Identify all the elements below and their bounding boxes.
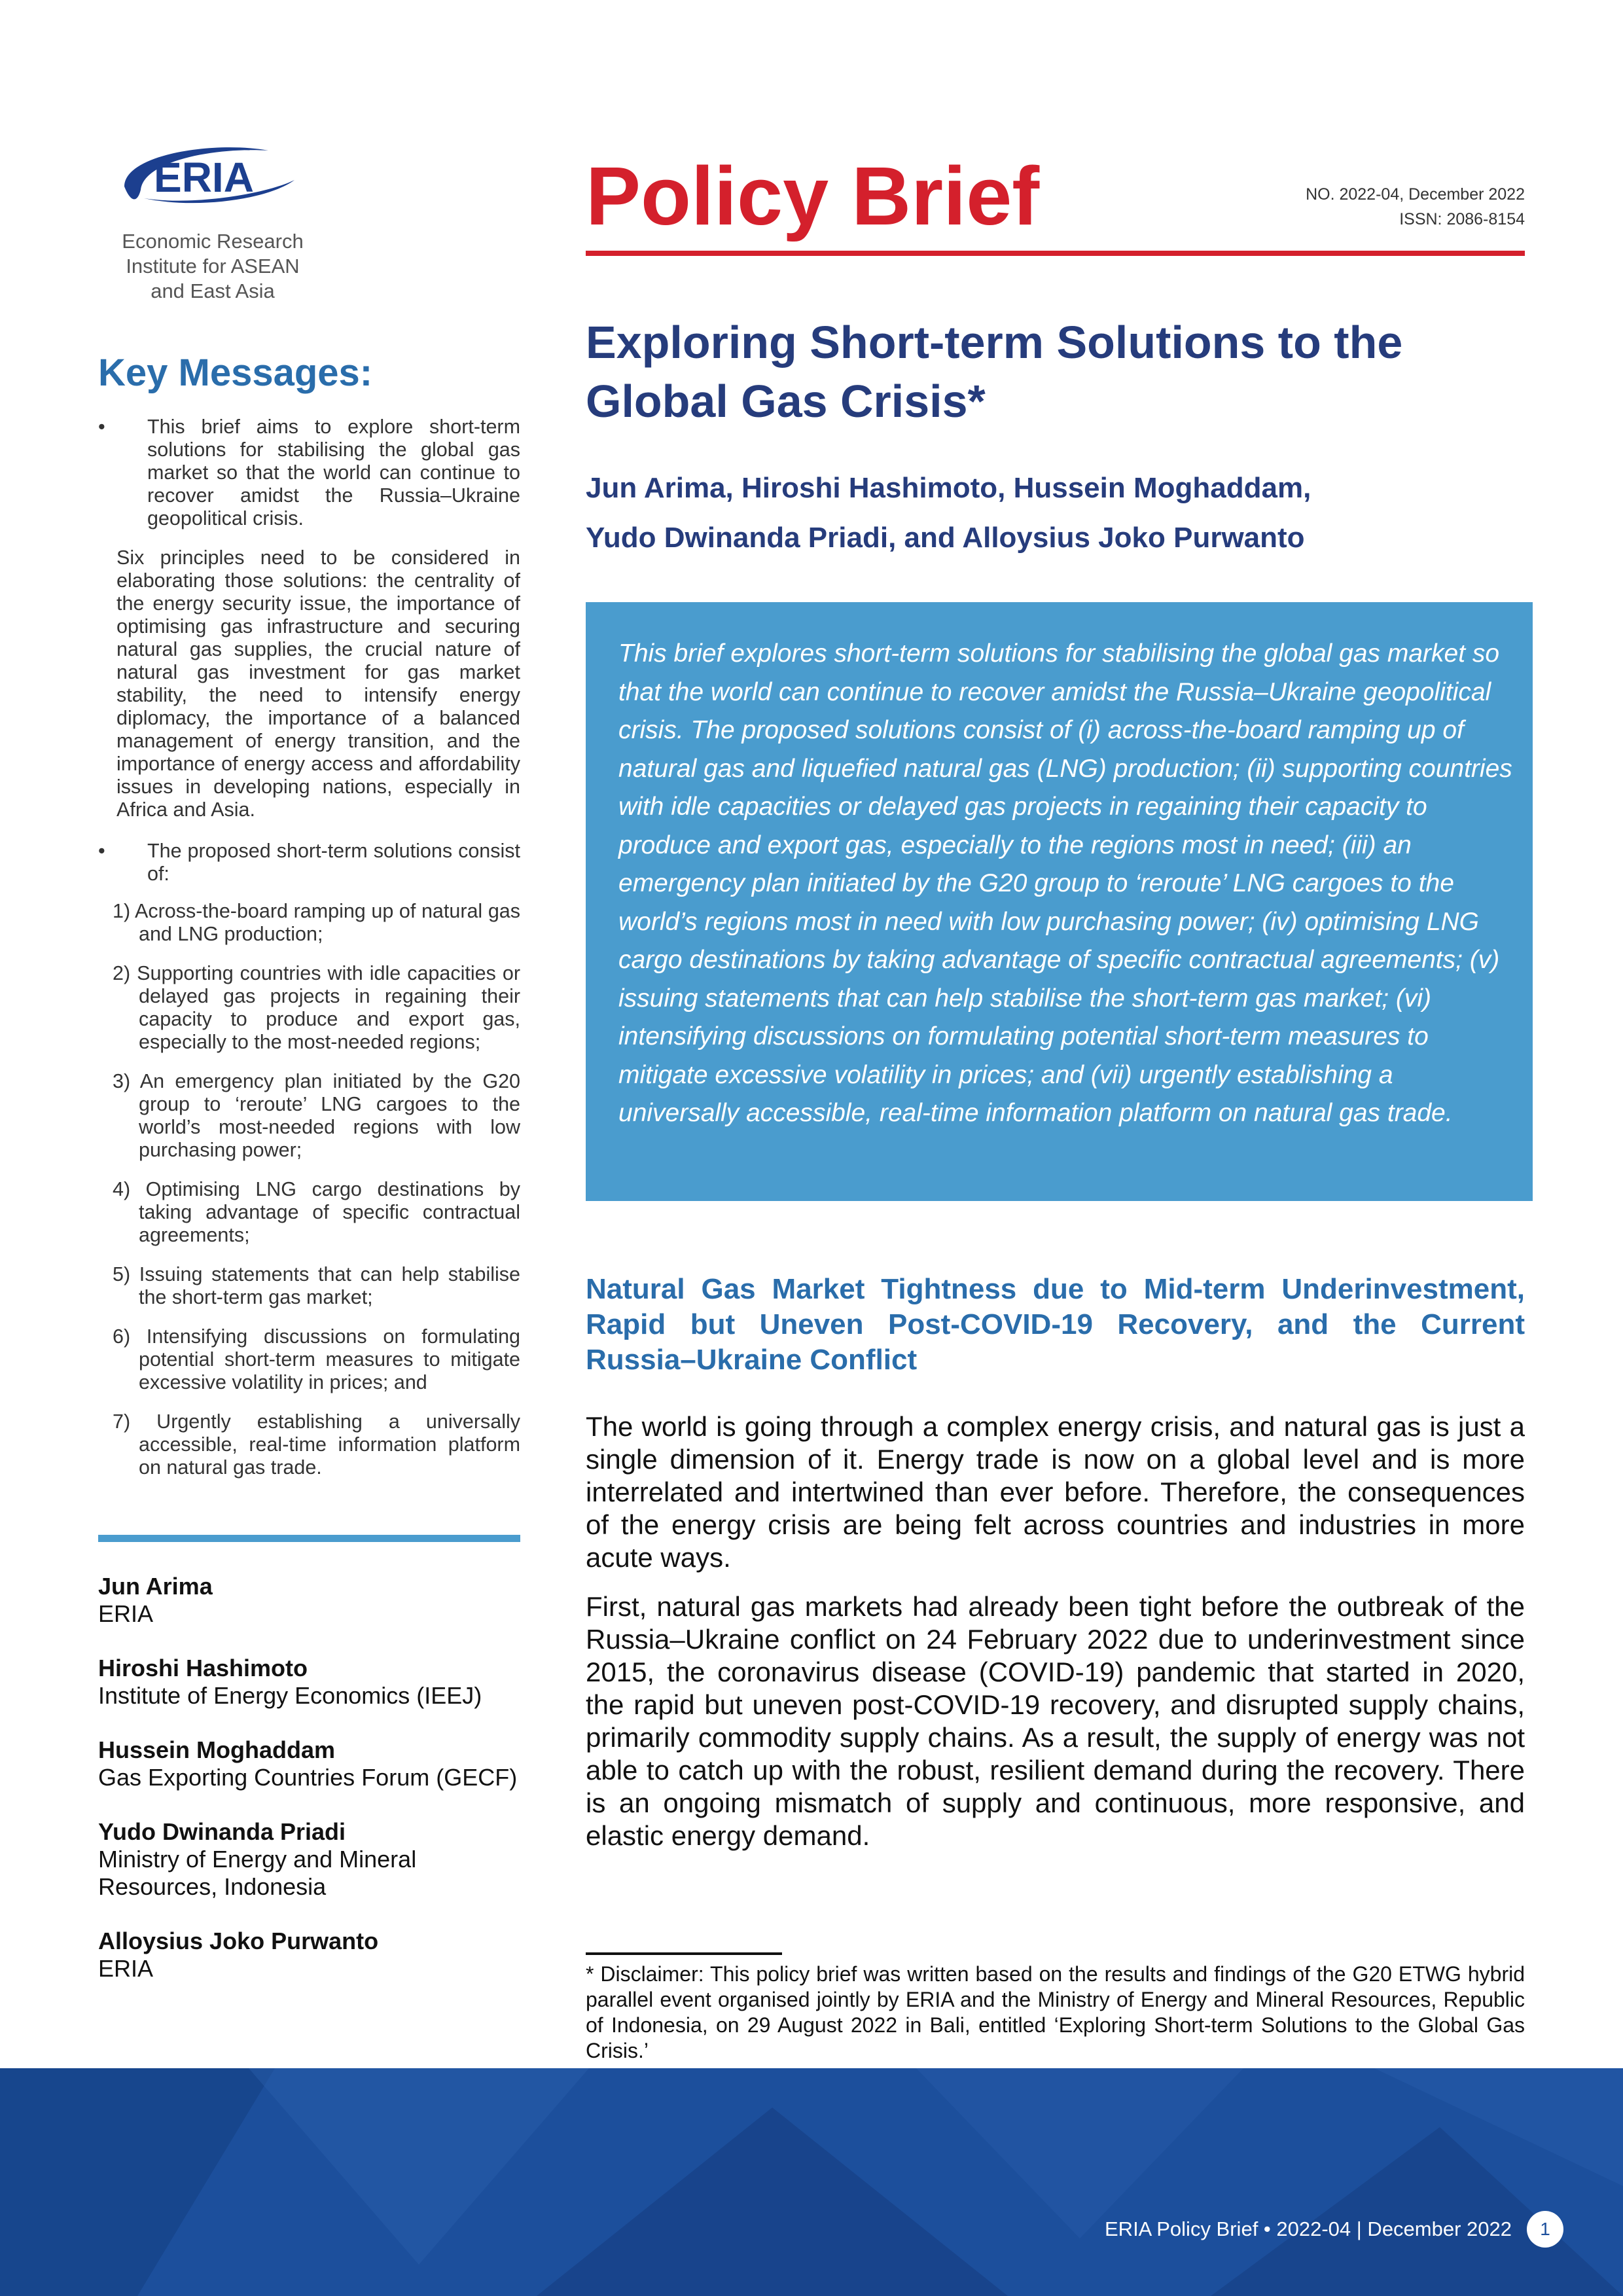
solution-item-text: 2) Supporting countries with idle capacities or delayed gas projects in regaining their capacity to produce and export gas, especially to the most-needed regions; — [113, 962, 520, 1053]
bullet-icon: • — [98, 416, 105, 438]
bullet-text: The proposed short-term solutions consist of: — [147, 840, 520, 885]
header-rule — [586, 251, 1525, 256]
issue-info — [1306, 182, 1525, 232]
body-paragraph: The world is going through a complex energy crisis, and natural gas is just a single dimension of it. Energy trade is now on a global level and is more interrelated and intertwined than ever before. Therefore, the consequences of the energy crisis are being felt across countries and industries in more acute ways. — [586, 1411, 1525, 1573]
authors-line: Jun Arima, Hiroshi Hashimoto, Hussein Moghaddam, — [586, 472, 1311, 504]
author-name: Hussein Moghaddam — [98, 1736, 336, 1763]
key-message-bullet — [98, 416, 520, 530]
footer-text: ERIA Policy Brief • 2022-04 | December 2022 — [1105, 2217, 1512, 2240]
author-block — [98, 1818, 491, 1901]
footer-pattern-icon — [0, 2068, 1623, 2296]
brand-title: Policy Brief — [586, 150, 1040, 242]
issue-number: NO. 2022-04, December 2022 — [1306, 185, 1525, 204]
org-line: Economic Research — [122, 230, 304, 253]
author-block — [98, 1736, 543, 1791]
key-message-bullet — [98, 840, 520, 886]
solution-item — [113, 1070, 520, 1162]
author-block — [98, 1573, 543, 1628]
eria-logo-icon — [118, 141, 308, 206]
authors-line: Yudo Dwinanda Priadi, and Alloysius Joko Purwanto — [586, 522, 1305, 554]
organization-name — [98, 229, 327, 304]
svg-text:ERIA: ERIA — [154, 154, 254, 201]
author-affiliation: ERIA — [98, 1600, 154, 1627]
author-affiliation: Ministry of Energy and Mineral Resources, Indonesia — [98, 1846, 417, 1900]
left-column-rule — [98, 1535, 520, 1542]
author-name: Jun Arima — [98, 1573, 213, 1600]
author-name: Yudo Dwinanda Priadi — [98, 1818, 346, 1845]
author-name: Hiroshi Hashimoto — [98, 1655, 308, 1681]
footnote-rule — [586, 1952, 782, 1955]
body-paragraph: First, natural gas markets had already been tight before the outbreak of the Russia–Ukraine conflict on 24 February 2022 due to underinvestment since 2015, the coronavirus disease (COVID-19) pandemic that started in 2020, the rapid but uneven post-COVID-19 recovery, and disrupted supply chains, primarily commodity supply chains. As a result, the supply of energy was not able to catch up with the robust, resilient demand during the recovery. There is an ongoing mismatch of supply and continuous, more responsive, and elastic energy demand. — [586, 1591, 1525, 1851]
author-block — [98, 1655, 543, 1710]
author-affiliation: Gas Exporting Countries Forum (GECF) — [98, 1764, 518, 1791]
solution-item — [113, 900, 520, 946]
issn: ISSN: 2086-8154 — [1399, 210, 1525, 228]
author-affiliation: Institute of Energy Economics (IEEJ) — [98, 1682, 482, 1709]
solution-item-text: 1) Across-the-board ramping up of natural gas and LNG production; — [113, 900, 520, 945]
solution-item-text: 4) Optimising LNG cargo destinations by taking advantage of specific contractual agreements; — [113, 1178, 520, 1246]
bullet-text: This brief aims to explore short-term solutions for stabilising the global gas market so that the world can continue to recover amidst the Russia–Ukraine geopolitical crisis. — [147, 416, 520, 529]
author-affiliation: ERIA — [98, 1955, 154, 1982]
key-message-paragraph: Six principles need to be considered in elaborating those solutions: the centrality of the energy security issue, the importance of optimising gas infrastructure and securing natural gas supplies, the crucial nature of natural gas investment for gas market stability, the need to intensify energy diplomacy, the importance of a balanced management of energy transition, and the importance of energy access and affordability issues in developing nations, especially in Africa and Asia. — [116, 547, 520, 821]
solution-item — [113, 1178, 520, 1247]
document-title: Exploring Short-term Solutions to the Global Gas Crisis* — [586, 317, 1403, 427]
key-messages-heading: Key Messages: — [98, 351, 373, 394]
org-line: Institute for ASEAN — [126, 255, 300, 278]
solution-item — [113, 1325, 520, 1394]
footnote: * Disclaimer: This policy brief was written based on the results and findings of the G20 ETWG hybrid parallel event organised jointly by ERIA and the Ministry of Energy and Mineral Resources, Republic of Indonesia, on 29 August 2022 in Bali, entitled ‘Exploring Short-term Solutions to the Global Gas Crisis.’ — [586, 1962, 1525, 2062]
section-heading: Natural Gas Market Tightness due to Mid-term Underinvestment, Rapid but Uneven Post-COVID-19 Recovery, and the Current Russia–Ukraine Conflict — [586, 1273, 1525, 1376]
solution-item-text: 7) Urgently establishing a universally accessible, real-time information platform on natural gas trade. — [113, 1410, 520, 1479]
abstract-text: This brief explores short-term solutions for stabilising the global gas market so that the world can continue to recover amidst the Russia–Ukraine geopolitical crisis. The proposed solutions consist of (i) across-the-board ramping up of natural gas and liquefied natural gas (LNG) production; (ii) supporting countries with idle capacities or delayed gas projects in regaining their capacity to produce and export gas, especially to the regions most in need; (iii) an emergency plan initiated by the G20 group to ‘reroute’ LNG cargoes to the world’s regions most in need with low purchasing power; (iv) optimising LNG cargo destinations by taking advantage of specific contractual agreements; (v) issuing statements that can help stabilise the short-term gas market; (vi) intensifying discussions on formulating potential short-term measures to mitigate excessive volatility in prices; and (vii) urgently establishing a universally accessible, real-time information platform on natural gas trade. — [618, 639, 1512, 1127]
solution-item — [113, 1410, 520, 1479]
bullet-icon: • — [98, 840, 105, 862]
solution-item-text: 3) An emergency plan initiated by the G20 group to ‘reroute’ LNG cargoes to the world’s most-needed regions with low purchasing power; — [113, 1070, 520, 1161]
solution-item — [113, 962, 520, 1054]
solution-item-text: 6) Intensifying discussions on formulating potential short-term measures to mitigate excessive volatility in prices; and — [113, 1325, 520, 1393]
author-name: Alloysius Joko Purwanto — [98, 1928, 379, 1954]
eria-logo — [118, 141, 308, 206]
author-block — [98, 1928, 543, 1982]
page-number-badge: 1 — [1527, 2211, 1563, 2248]
org-line: and East Asia — [151, 279, 275, 302]
solution-item — [113, 1263, 520, 1309]
solution-item-text: 5) Issuing statements that can help stabilise the short-term gas market; — [113, 1263, 520, 1308]
footer-band — [0, 2068, 1623, 2296]
abstract-box — [586, 602, 1533, 1201]
